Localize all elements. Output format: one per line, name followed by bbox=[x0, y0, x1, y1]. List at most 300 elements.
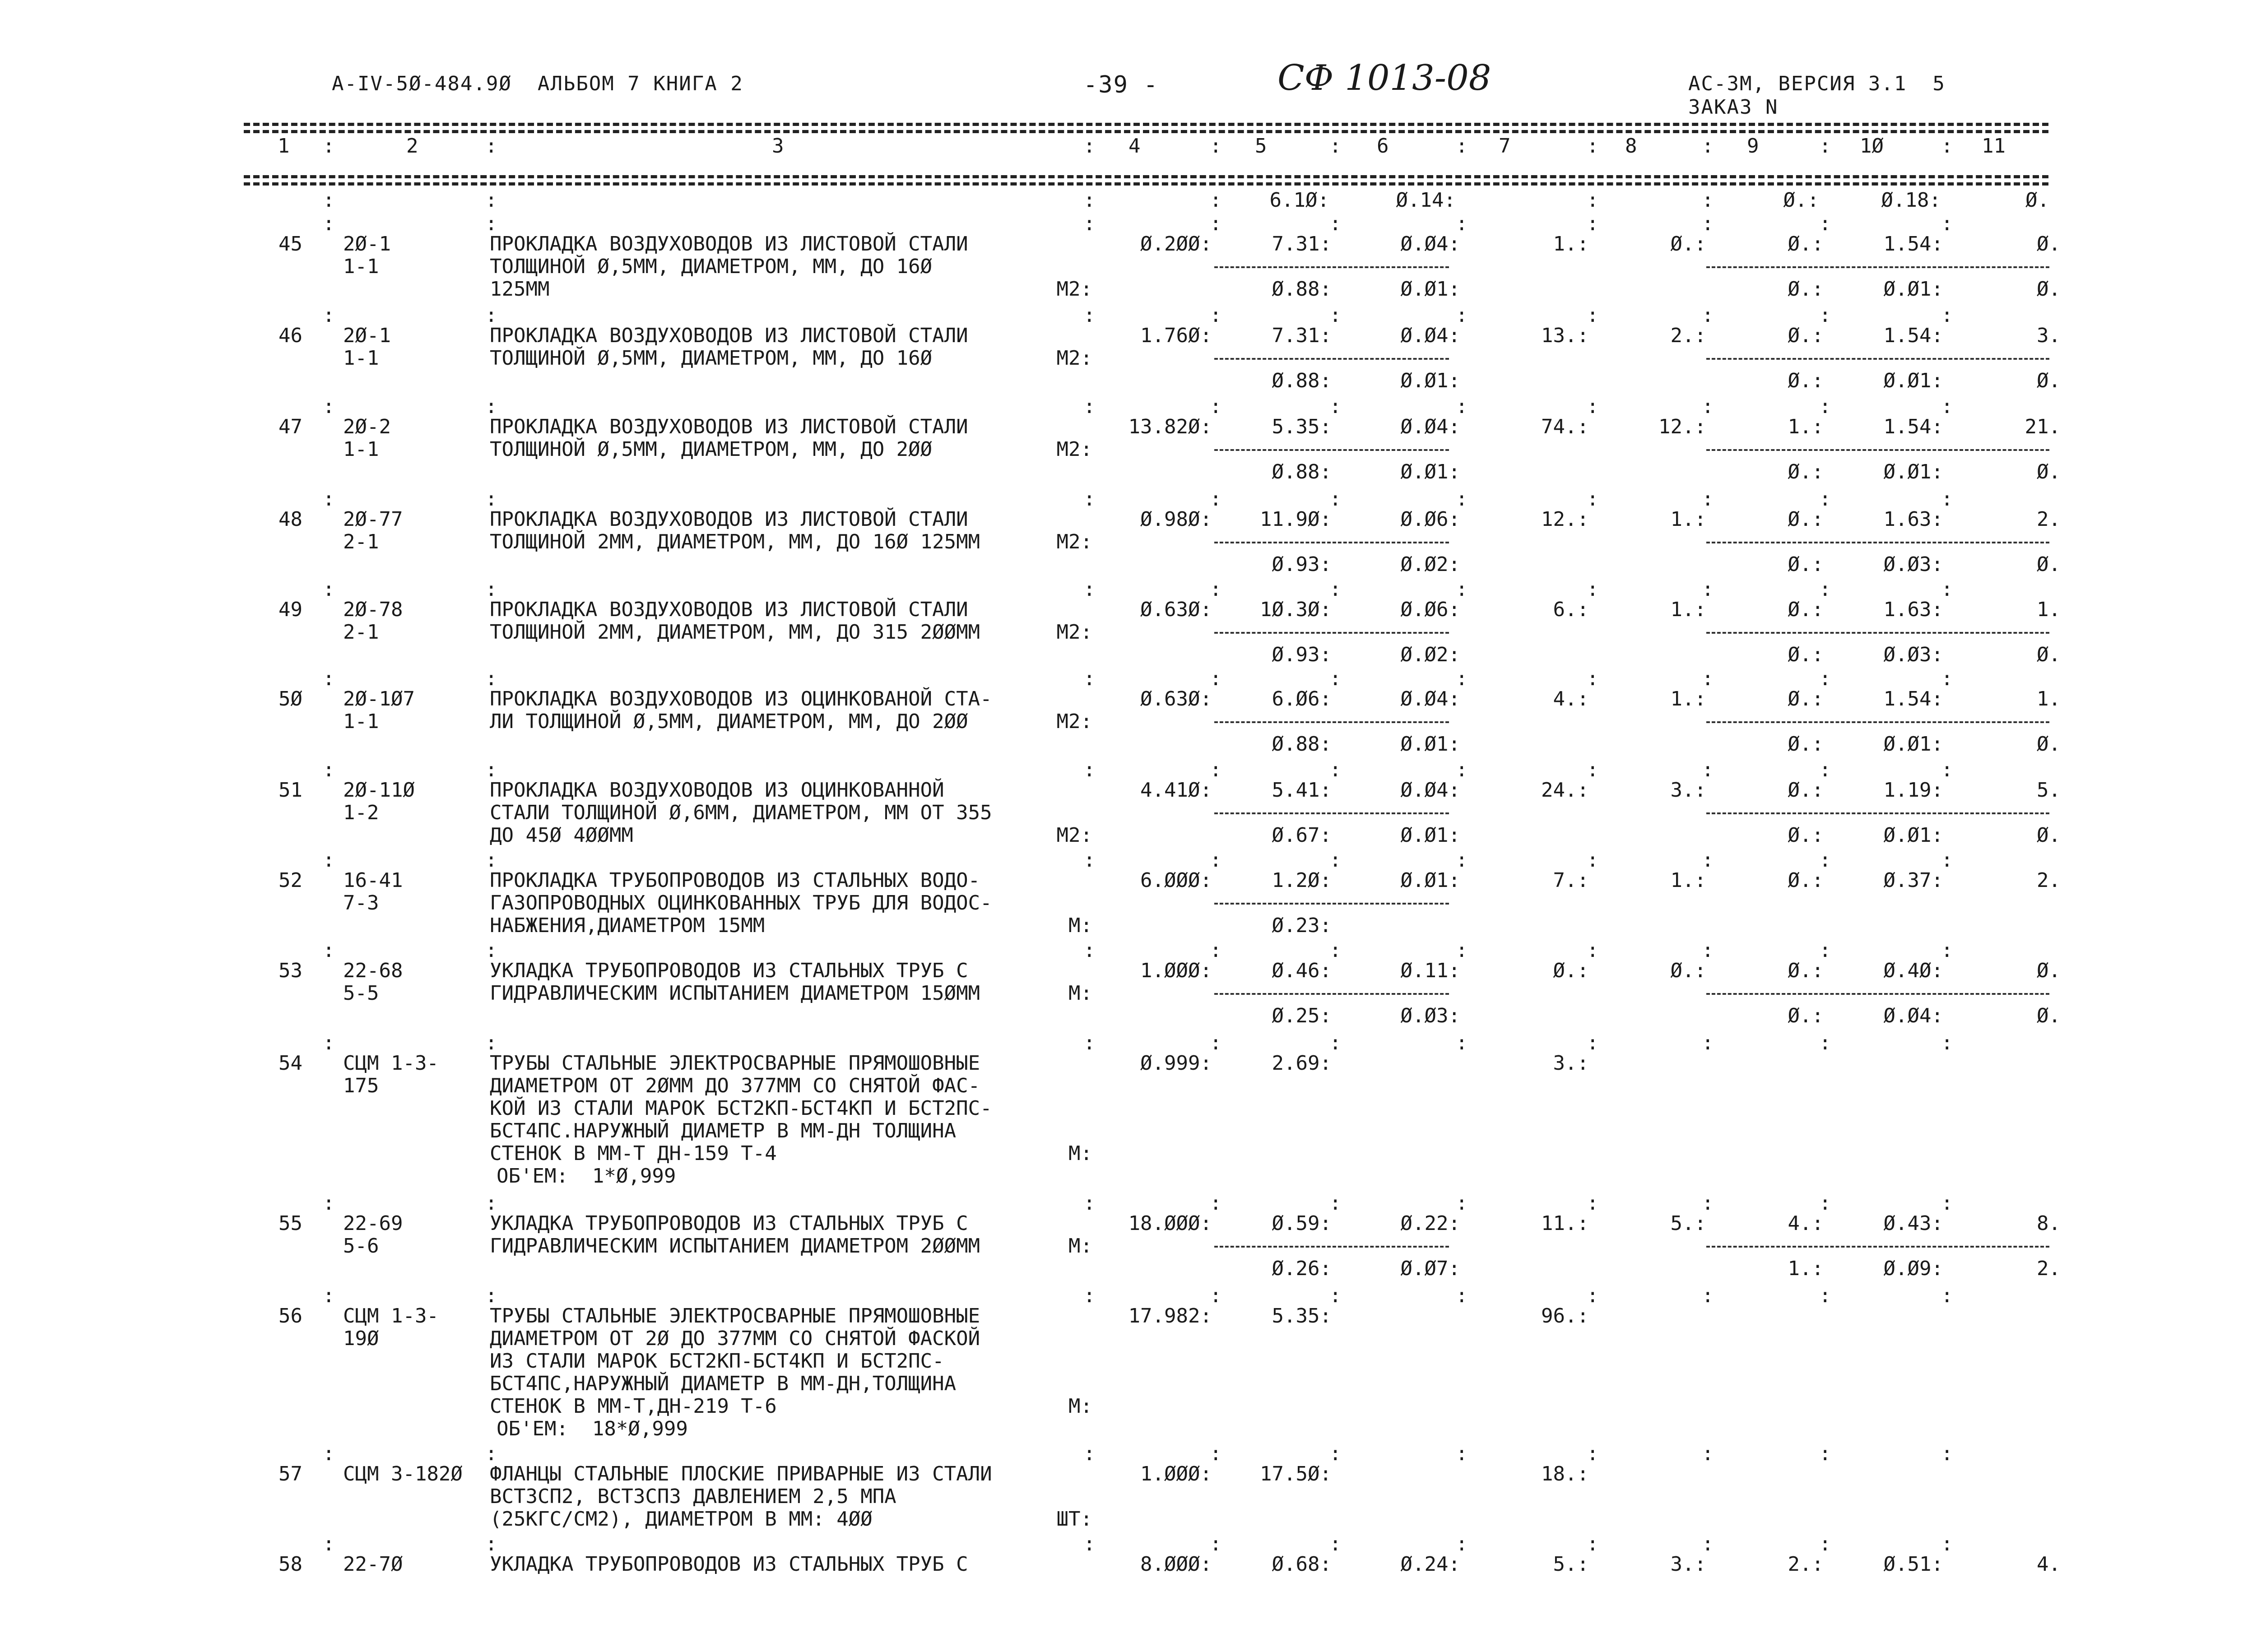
cost-c7: 12.: bbox=[1541, 508, 1589, 531]
cost-c7: 24.: bbox=[1541, 779, 1589, 802]
column-separator: : bbox=[1456, 212, 1468, 235]
cost-c10: Ø.4Ø: bbox=[1883, 959, 1943, 982]
column-separator: : bbox=[1819, 939, 1831, 962]
cost-c9: Ø.: bbox=[1788, 232, 1824, 255]
unit: М: bbox=[1068, 1234, 1092, 1258]
column-header-6: 6 bbox=[1377, 135, 1389, 158]
cost-c9-sub: Ø.: bbox=[1788, 733, 1824, 756]
cost-c5-sub: Ø.23: bbox=[1272, 914, 1332, 937]
volume-note: ОБ'ЕМ: 1*Ø,999 bbox=[497, 1165, 676, 1188]
column-separator: : bbox=[1456, 1192, 1468, 1215]
column-separator: : bbox=[1819, 212, 1831, 235]
column-header-separator: : bbox=[1819, 135, 1831, 158]
work-description: ПРОКЛАДКА ВОЗДУХОВОДОВ ИЗ ЛИСТОВОЙ СТАЛИ bbox=[490, 232, 968, 255]
column-separator: : bbox=[1941, 1192, 1953, 1215]
work-description: ТОЛЩИНОЙ 2ММ, ДИАМЕТРОМ, ММ, ДО 16Ø 125ММ bbox=[490, 530, 980, 553]
column-separator: : bbox=[323, 212, 335, 235]
cost-c7: 74.: bbox=[1541, 415, 1589, 438]
column-separator: : bbox=[1587, 189, 1599, 212]
subtotal-rule bbox=[1214, 1246, 1449, 1248]
column-separator: : bbox=[1587, 667, 1599, 690]
unit: М: bbox=[1068, 982, 1092, 1005]
header-bottom-rule bbox=[244, 175, 2048, 178]
column-separator: : bbox=[1702, 1031, 1714, 1054]
cost-c10: Ø.43: bbox=[1883, 1212, 1943, 1235]
cost-c8: Ø.: bbox=[1670, 232, 1706, 255]
row-number: 47 bbox=[279, 415, 302, 438]
cost-c6: Ø.Ø6: bbox=[1400, 508, 1460, 531]
column-separator: : bbox=[1329, 487, 1342, 510]
column-separator: : bbox=[1456, 578, 1468, 601]
carry-col10: Ø.18: bbox=[1881, 189, 1941, 212]
column-header-separator: : bbox=[1456, 135, 1468, 158]
work-description: (25КГС/СМ2), ДИАМЕТРОМ В ММ: 4ØØ bbox=[490, 1508, 873, 1531]
rate-code: 1-1 bbox=[343, 438, 379, 461]
rate-code: СЦМ 1-3- bbox=[343, 1052, 439, 1075]
cost-c5-sub: Ø.88: bbox=[1272, 369, 1332, 392]
cost-c9-sub: Ø.: bbox=[1788, 553, 1824, 576]
column-separator: : bbox=[1941, 849, 1953, 872]
column-separator: : bbox=[485, 1532, 497, 1555]
subtotal-rule bbox=[1706, 542, 2049, 543]
cost-c9-sub: Ø.: bbox=[1788, 369, 1824, 392]
column-separator: : bbox=[1456, 487, 1468, 510]
cost-c11-sub: Ø. bbox=[2037, 553, 2061, 576]
subtotal-rule bbox=[1214, 903, 1449, 905]
cost-c10: 1.54: bbox=[1883, 324, 1943, 347]
unit: М: bbox=[1068, 914, 1092, 937]
cost-c8: 2.: bbox=[1670, 324, 1706, 347]
column-separator: : bbox=[1210, 1532, 1222, 1555]
column-separator: : bbox=[1819, 849, 1831, 872]
cost-c6-sub: Ø.Ø1: bbox=[1400, 369, 1460, 392]
column-separator: : bbox=[1083, 758, 1096, 781]
subtotal-rule bbox=[1214, 632, 1449, 634]
cost-c5: 7.31: bbox=[1272, 232, 1332, 255]
column-separator: : bbox=[1329, 1284, 1342, 1307]
column-separator: : bbox=[1941, 395, 1953, 418]
cost-c6: Ø.Ø1: bbox=[1400, 869, 1460, 892]
column-header-9: 9 bbox=[1747, 135, 1759, 158]
column-header-8: 8 bbox=[1625, 135, 1637, 158]
column-header-7: 7 bbox=[1499, 135, 1511, 158]
column-separator: : bbox=[1702, 395, 1714, 418]
column-separator: : bbox=[1941, 1442, 1953, 1465]
cost-c5: Ø.68: bbox=[1272, 1553, 1332, 1576]
row-number: 52 bbox=[279, 869, 302, 892]
subtotal-rule bbox=[1706, 721, 2049, 723]
column-header-10: 1Ø bbox=[1860, 135, 1884, 158]
column-header-separator: : bbox=[323, 135, 335, 158]
cost-c10-sub: Ø.Ø1: bbox=[1883, 460, 1943, 483]
column-separator: : bbox=[1819, 1442, 1831, 1465]
cost-c5: 1Ø.3Ø: bbox=[1260, 598, 1332, 621]
column-separator: : bbox=[1210, 849, 1222, 872]
column-separator: : bbox=[1702, 758, 1714, 781]
column-separator: : bbox=[485, 1284, 497, 1307]
cost-c11-sub: Ø. bbox=[2037, 733, 2061, 756]
cost-c5-sub: Ø.93: bbox=[1272, 643, 1332, 666]
cost-c11: 21. bbox=[2025, 415, 2061, 438]
subtotal-rule bbox=[1214, 266, 1449, 268]
cost-c9-sub: Ø.: bbox=[1788, 460, 1824, 483]
work-description: ПРОКЛАДКА ВОЗДУХОВОДОВ ИЗ ОЦИНКОВАННОЙ bbox=[490, 779, 944, 802]
cost-c10-sub: Ø.Ø9: bbox=[1883, 1257, 1943, 1280]
column-separator: : bbox=[1587, 212, 1599, 235]
cost-c11: Ø. bbox=[2037, 232, 2061, 255]
cost-c6: Ø.Ø4: bbox=[1400, 232, 1460, 255]
rate-code: СЦМ 3-182Ø bbox=[343, 1462, 463, 1485]
unit: М2: bbox=[1056, 347, 1092, 370]
column-separator: : bbox=[1083, 1284, 1096, 1307]
handwritten-document-code: СФ 1013-08 bbox=[1277, 58, 1491, 98]
subtotal-rule bbox=[1214, 542, 1449, 543]
cost-c11: 2. bbox=[2037, 869, 2061, 892]
quantity: 18.ØØØ: bbox=[1128, 1212, 1212, 1235]
column-separator: : bbox=[323, 487, 335, 510]
cost-c7: 4.: bbox=[1553, 687, 1589, 710]
cost-c9: Ø.: bbox=[1788, 779, 1824, 802]
unit: М2: bbox=[1056, 824, 1092, 847]
column-separator: : bbox=[1329, 212, 1342, 235]
column-separator: : bbox=[1587, 758, 1599, 781]
cost-c10-sub: Ø.Ø3: bbox=[1883, 553, 1943, 576]
column-separator: : bbox=[1941, 939, 1953, 962]
column-separator: : bbox=[1083, 304, 1096, 327]
cost-c9: Ø.: bbox=[1788, 324, 1824, 347]
column-separator: : bbox=[1587, 578, 1599, 601]
work-description: БСТ4ПС,НАРУЖНЫЙ ДИАМЕТР В ММ-ДН,ТОЛЩИНА bbox=[490, 1372, 957, 1395]
column-separator: : bbox=[323, 189, 335, 212]
cost-c5-sub: Ø.26: bbox=[1272, 1257, 1332, 1280]
work-description: ТРУБЫ СТАЛЬНЫЕ ЭЛЕКТРОСВАРНЫЕ ПРЯМОШОВНЫЕ bbox=[490, 1304, 980, 1327]
column-separator: : bbox=[1210, 1192, 1222, 1215]
cost-c5-sub: Ø.25: bbox=[1272, 1004, 1332, 1027]
column-separator: : bbox=[485, 304, 497, 327]
subtotal-rule bbox=[1706, 449, 2049, 451]
column-separator: : bbox=[1819, 1284, 1831, 1307]
row-number: 54 bbox=[279, 1052, 302, 1075]
column-separator: : bbox=[1329, 1532, 1342, 1555]
rate-code: 2Ø-1 bbox=[343, 324, 391, 347]
column-separator: : bbox=[1456, 1532, 1468, 1555]
cost-c5-sub: Ø.88: bbox=[1272, 278, 1332, 301]
column-separator: : bbox=[1456, 1284, 1468, 1307]
column-separator: : bbox=[1702, 939, 1714, 962]
column-separator: : bbox=[1083, 189, 1096, 212]
column-separator: : bbox=[1329, 304, 1342, 327]
rate-code: 22-68 bbox=[343, 959, 403, 982]
column-separator: : bbox=[485, 212, 497, 235]
cost-c8: Ø.: bbox=[1670, 959, 1706, 982]
row-number: 51 bbox=[279, 779, 302, 802]
quantity: Ø.63Ø: bbox=[1140, 687, 1212, 710]
column-separator: : bbox=[1702, 849, 1714, 872]
cost-c5-sub: Ø.88: bbox=[1272, 733, 1332, 756]
cost-c10-sub: Ø.Ø4: bbox=[1883, 1004, 1943, 1027]
work-description: ДО 45Ø 4ØØММ bbox=[490, 824, 633, 847]
column-separator: : bbox=[1819, 578, 1831, 601]
subtotal-rule bbox=[1706, 1246, 2049, 1248]
work-description: ТРУБЫ СТАЛЬНЫЕ ЭЛЕКТРОСВАРНЫЕ ПРЯМОШОВНЫЕ bbox=[490, 1052, 980, 1075]
column-separator: : bbox=[1587, 1284, 1599, 1307]
column-separator: : bbox=[1587, 939, 1599, 962]
cost-c9: Ø.: bbox=[1788, 869, 1824, 892]
column-separator: : bbox=[1083, 212, 1096, 235]
rate-code: 2Ø-77 bbox=[343, 508, 403, 531]
carry-col5: 6.1Ø: bbox=[1269, 189, 1329, 212]
column-header-2: 2 bbox=[406, 135, 418, 158]
cost-c8: 1.: bbox=[1670, 687, 1706, 710]
column-separator: : bbox=[1819, 304, 1831, 327]
column-separator: : bbox=[1210, 578, 1222, 601]
rate-code: 19Ø bbox=[343, 1327, 379, 1350]
quantity: 8.ØØØ: bbox=[1140, 1553, 1212, 1576]
subtotal-rule bbox=[1214, 721, 1449, 723]
cost-c9: Ø.: bbox=[1788, 959, 1824, 982]
cost-c6: Ø.Ø4: bbox=[1400, 415, 1460, 438]
cost-c10: 1.19: bbox=[1883, 779, 1943, 802]
program-version: АС-3М, ВЕРСИЯ 3.1 5 bbox=[1688, 72, 1946, 95]
subtotal-rule bbox=[1214, 812, 1449, 814]
column-separator: : bbox=[1456, 849, 1468, 872]
work-description: СТЕНОК В ММ-Т ДН-159 Т-4 bbox=[490, 1142, 777, 1165]
carry-col6: Ø.14: bbox=[1396, 189, 1456, 212]
rate-code: 2Ø-11Ø bbox=[343, 779, 415, 802]
carry-col11: Ø. bbox=[2025, 189, 2049, 212]
cost-c6-sub: Ø.Ø1: bbox=[1400, 460, 1460, 483]
cost-c5: 11.9Ø: bbox=[1260, 508, 1332, 531]
column-separator: : bbox=[485, 1442, 497, 1465]
quantity: Ø.63Ø: bbox=[1140, 598, 1212, 621]
cost-c6: Ø.11: bbox=[1400, 959, 1460, 982]
column-separator: : bbox=[1587, 1442, 1599, 1465]
work-description: СТЕНОК В ММ-Т,ДН-219 Т-6 bbox=[490, 1395, 777, 1418]
cost-c10: Ø.37: bbox=[1883, 869, 1943, 892]
rate-code: 1-1 bbox=[343, 255, 379, 278]
column-separator: : bbox=[1941, 1284, 1953, 1307]
rate-code: 2-1 bbox=[343, 621, 379, 644]
column-separator: : bbox=[1210, 1442, 1222, 1465]
column-separator: : bbox=[1329, 1442, 1342, 1465]
column-separator: : bbox=[1702, 1442, 1714, 1465]
column-separator: : bbox=[1210, 487, 1222, 510]
column-separator: : bbox=[1941, 487, 1953, 510]
unit: М2: bbox=[1056, 530, 1092, 553]
cost-c8: 1.: bbox=[1670, 508, 1706, 531]
rate-code: 22-7Ø bbox=[343, 1553, 403, 1576]
column-separator: : bbox=[1587, 849, 1599, 872]
column-separator: : bbox=[323, 304, 335, 327]
subtotal-rule bbox=[1706, 358, 2049, 360]
row-number: 49 bbox=[279, 598, 302, 621]
quantity: 17.982: bbox=[1128, 1304, 1212, 1327]
quantity: 4.41Ø: bbox=[1140, 779, 1212, 802]
rate-code: СЦМ 1-3- bbox=[343, 1304, 439, 1327]
subtotal-rule bbox=[1214, 358, 1449, 360]
cost-c10-sub: Ø.Ø1: bbox=[1883, 369, 1943, 392]
quantity: 13.82Ø: bbox=[1128, 415, 1212, 438]
column-separator: : bbox=[1083, 1031, 1096, 1054]
work-description: УКЛАДКА ТРУБОПРОВОДОВ ИЗ СТАЛЬНЫХ ТРУБ С bbox=[490, 1212, 968, 1235]
work-description: ГИДРАВЛИЧЕСКИМ ИСПЫТАНИЕМ ДИАМЕТРОМ 2ØØММ bbox=[490, 1234, 980, 1258]
work-description: УКЛАДКА ТРУБОПРОВОДОВ ИЗ СТАЛЬНЫХ ТРУБ С bbox=[490, 959, 968, 982]
cost-c11: 5. bbox=[2037, 779, 2061, 802]
header-bottom-rule-2 bbox=[244, 182, 2048, 186]
rate-code: 2Ø-78 bbox=[343, 598, 403, 621]
column-header-separator: : bbox=[1941, 135, 1953, 158]
column-separator: : bbox=[1083, 939, 1096, 962]
unit: М2: bbox=[1056, 278, 1092, 301]
order-label: ЗАКАЗ N bbox=[1688, 96, 1779, 119]
cost-c11: 2. bbox=[2037, 508, 2061, 531]
page-number: -39 - bbox=[1083, 71, 1159, 98]
rate-code: 1-2 bbox=[343, 801, 379, 824]
work-description: НАБЖЕНИЯ,ДИАМЕТРОМ 15ММ bbox=[490, 914, 765, 937]
column-separator: : bbox=[323, 1031, 335, 1054]
cost-c11-sub: Ø. bbox=[2037, 824, 2061, 847]
unit: М2: bbox=[1056, 621, 1092, 644]
column-separator: : bbox=[1456, 1031, 1468, 1054]
cost-c11-sub: 2. bbox=[2037, 1257, 2061, 1280]
cost-c7: 18.: bbox=[1541, 1462, 1589, 1485]
column-separator: : bbox=[1456, 395, 1468, 418]
cost-c5-sub: Ø.67: bbox=[1272, 824, 1332, 847]
column-separator: : bbox=[1587, 1192, 1599, 1215]
column-header-separator: : bbox=[1329, 135, 1342, 158]
column-header-separator: : bbox=[1083, 135, 1096, 158]
work-description: ПРОКЛАДКА ТРУБОПРОВОДОВ ИЗ СТАЛЬНЫХ ВОДО- bbox=[490, 869, 980, 892]
unit: ШТ: bbox=[1056, 1508, 1092, 1531]
rate-code: 5-5 bbox=[343, 982, 379, 1005]
work-description: СТАЛИ ТОЛЩИНОЙ Ø,6ММ, ДИАМЕТРОМ, ММ ОТ 355 bbox=[490, 801, 992, 824]
cost-c9-sub: 1.: bbox=[1788, 1257, 1824, 1280]
cost-c7: Ø.: bbox=[1553, 959, 1589, 982]
column-separator: : bbox=[1329, 849, 1342, 872]
row-number: 48 bbox=[279, 508, 302, 531]
work-description: БСТ4ПС.НАРУЖНЫЙ ДИАМЕТР В ММ-ДН ТОЛЩИНА bbox=[490, 1119, 957, 1142]
cost-c10-sub: Ø.Ø1: bbox=[1883, 824, 1943, 847]
cost-c5: 7.31: bbox=[1272, 324, 1332, 347]
cost-c6: Ø.24: bbox=[1400, 1553, 1460, 1576]
subtotal-rule bbox=[1706, 812, 2049, 814]
column-header-4: 4 bbox=[1128, 135, 1141, 158]
work-description: ИЗ СТАЛИ МАРОК БСТ2КП-БСТ4КП И БСТ2ПС- bbox=[490, 1350, 944, 1373]
column-separator: : bbox=[1329, 758, 1342, 781]
work-description: ДИАМЕТРОМ ОТ 2Ø ДО 377ММ СО СНЯТОЙ ФАСКОЙ bbox=[490, 1327, 980, 1350]
cost-c9: Ø.: bbox=[1788, 508, 1824, 531]
column-separator: : bbox=[485, 849, 497, 872]
column-separator: : bbox=[323, 758, 335, 781]
cost-c6: Ø.Ø4: bbox=[1400, 779, 1460, 802]
cost-c7: 7.: bbox=[1553, 869, 1589, 892]
column-separator: : bbox=[1210, 1284, 1222, 1307]
row-number: 5Ø bbox=[279, 687, 302, 710]
cost-c6-sub: Ø.Ø1: bbox=[1400, 824, 1460, 847]
table-top-rule-2 bbox=[244, 130, 2048, 133]
column-separator: : bbox=[485, 487, 497, 510]
cost-c6: Ø.Ø4: bbox=[1400, 687, 1460, 710]
column-separator: : bbox=[485, 395, 497, 418]
cost-c9: 2.: bbox=[1788, 1553, 1824, 1576]
column-separator: : bbox=[485, 667, 497, 690]
cost-c10: 1.54: bbox=[1883, 415, 1943, 438]
column-separator: : bbox=[1456, 1442, 1468, 1465]
row-number: 57 bbox=[279, 1462, 302, 1485]
column-separator: : bbox=[485, 578, 497, 601]
cost-c7: 3.: bbox=[1553, 1052, 1589, 1075]
cost-c7: 13.: bbox=[1541, 324, 1589, 347]
column-separator: : bbox=[1083, 849, 1096, 872]
rate-code: 16-41 bbox=[343, 869, 403, 892]
column-separator: : bbox=[323, 667, 335, 690]
column-header-1: 1 bbox=[278, 135, 290, 158]
cost-c5: Ø.46: bbox=[1272, 959, 1332, 982]
row-number: 46 bbox=[279, 324, 302, 347]
cost-c11-sub: Ø. bbox=[2037, 278, 2061, 301]
rate-code: 22-69 bbox=[343, 1212, 403, 1235]
subtotal-rule bbox=[1706, 266, 2049, 268]
column-header-separator: : bbox=[1587, 135, 1599, 158]
carry-col9: Ø.: bbox=[1783, 189, 1819, 212]
cost-c10: 1.54: bbox=[1883, 687, 1943, 710]
column-separator: : bbox=[1702, 578, 1714, 601]
column-separator: : bbox=[323, 1532, 335, 1555]
cost-c9-sub: Ø.: bbox=[1788, 1004, 1824, 1027]
unit: М: bbox=[1068, 1395, 1092, 1418]
column-separator: : bbox=[323, 939, 335, 962]
column-separator: : bbox=[1456, 939, 1468, 962]
cost-c9: 4.: bbox=[1788, 1212, 1824, 1235]
column-separator: : bbox=[323, 1442, 335, 1465]
column-separator: : bbox=[1083, 487, 1096, 510]
cost-c10-sub: Ø.Ø1: bbox=[1883, 278, 1943, 301]
cost-c9: 1.: bbox=[1788, 415, 1824, 438]
column-separator: : bbox=[1941, 667, 1953, 690]
cost-c9-sub: Ø.: bbox=[1788, 824, 1824, 847]
cost-c6-sub: Ø.Ø2: bbox=[1400, 553, 1460, 576]
column-separator: : bbox=[1702, 1192, 1714, 1215]
work-description: ЛИ ТОЛЩИНОЙ Ø,5ММ, ДИАМЕТРОМ, ММ, ДО 2ØØ bbox=[490, 710, 968, 733]
column-separator: : bbox=[1329, 395, 1342, 418]
column-separator: : bbox=[1210, 1031, 1222, 1054]
column-separator: : bbox=[1702, 304, 1714, 327]
column-separator: : bbox=[1819, 758, 1831, 781]
cost-c6: Ø.Ø6: bbox=[1400, 598, 1460, 621]
rate-code: 7-3 bbox=[343, 891, 379, 914]
table-top-rule bbox=[244, 123, 2048, 126]
work-description: КОЙ ИЗ СТАЛИ МАРОК БСТ2КП-БСТ4КП И БСТ2ПС- bbox=[490, 1097, 992, 1120]
subtotal-rule bbox=[1214, 993, 1449, 995]
cost-c10: Ø.51: bbox=[1883, 1553, 1943, 1576]
cost-c7: 11.: bbox=[1541, 1212, 1589, 1235]
column-separator: : bbox=[485, 939, 497, 962]
cost-c10: 1.54: bbox=[1883, 232, 1943, 255]
cost-c6: Ø.Ø4: bbox=[1400, 324, 1460, 347]
column-separator: : bbox=[1702, 1284, 1714, 1307]
rate-code: 1-1 bbox=[343, 347, 379, 370]
work-description: ФЛАНЦЫ СТАЛЬНЫЕ ПЛОСКИЕ ПРИВАРНЫЕ ИЗ СТАЛИ bbox=[490, 1462, 992, 1485]
cost-c11-sub: Ø. bbox=[2037, 643, 2061, 666]
rate-code: 2Ø-1 bbox=[343, 232, 391, 255]
column-separator: : bbox=[1819, 667, 1831, 690]
cost-c9-sub: Ø.: bbox=[1788, 643, 1824, 666]
work-description: ТОЛЩИНОЙ Ø,5ММ, ДИАМЕТРОМ, ММ, ДО 16Ø bbox=[490, 347, 933, 370]
column-separator: : bbox=[1083, 395, 1096, 418]
column-separator: : bbox=[1456, 758, 1468, 781]
column-separator: : bbox=[1702, 1532, 1714, 1555]
quantity: 1.76Ø: bbox=[1140, 324, 1212, 347]
